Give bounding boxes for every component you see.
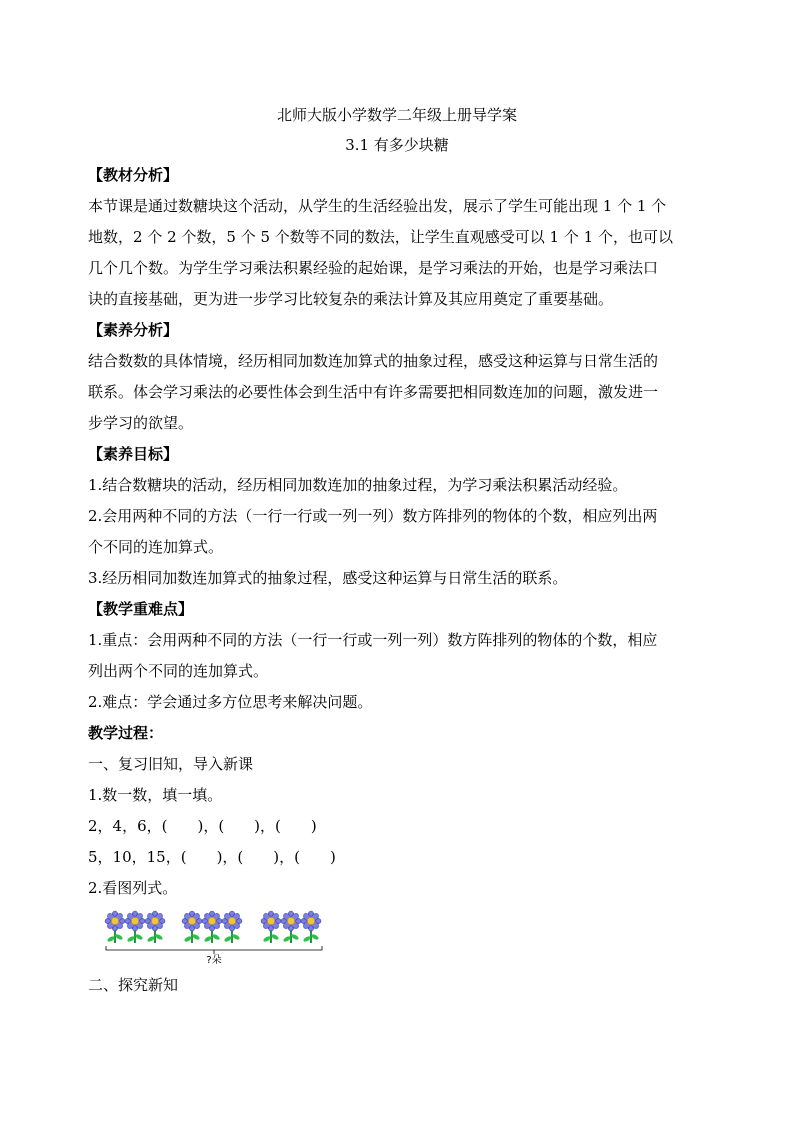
flower-icon [182, 911, 202, 943]
goal-item: 个不同的连加算式。 [88, 538, 224, 556]
flower-icon [261, 911, 281, 943]
section-heading-key-points: 【教学重难点】 [88, 600, 194, 618]
goal-item: 2.会用两种不同的方法（一行一行或一列一列）数方阵排列的物体的个数，相应列出两 [88, 507, 658, 525]
process-part-2: 二、探究新知 [88, 976, 179, 994]
section-heading-textbook-analysis: 【教材分析】 [88, 166, 179, 184]
lesson-title: 3.1 有多少块糖 [345, 136, 449, 154]
process-part-1: 一、复习旧知，导入新课 [88, 755, 254, 773]
paragraph-line: 地数，2 个 2 个数，5 个 5 个数等不同的数法，让学生直观感受可以 1 个 1 个，也可以 [88, 228, 673, 246]
flower-icon [281, 911, 301, 943]
flower-icon [301, 911, 321, 943]
flower-icon [105, 911, 125, 943]
section-heading-literacy-goals: 【素养目标】 [88, 445, 179, 463]
paragraph-line: 步学习的欲望。 [88, 414, 194, 432]
section-heading-literacy-analysis: 【素养分析】 [88, 321, 179, 339]
flower-icon [125, 911, 145, 943]
paragraph-line: 本节课是通过数糖块这个活动，从学生的生活经验出发，展示了学生可能出现 1 个 1 个 [88, 197, 667, 215]
total-brace [106, 946, 322, 954]
goal-item: 3.经历相同加数连加算式的抽象过程，感受这种运算与日常生活的联系。 [88, 569, 568, 587]
paragraph-line: 几个几个数。为学生学习乘法积累经验的起始课，是学习乘法的开始，也是学习乘法口 [88, 259, 659, 277]
paragraph-line: 诀的直接基础，更为进一步学习比较复杂的乘法计算及其应用奠定了重要基础。 [88, 290, 614, 308]
total-question-label: ?朵 [206, 955, 222, 966]
flower-icon [145, 911, 165, 943]
key-point-item: 1.重点：会用两种不同的方法（一行一行或一列一列）数方阵排列的物体的个数，相应 [88, 631, 658, 649]
exercise-2-prompt: 2.看图列式。 [88, 879, 178, 897]
document-title: 北师大版小学数学二年级上册导学案 [276, 106, 517, 124]
paragraph-line: 联系。体会学习乘法的必要性体会到生活中有许多需要把相同数连加的问题，激发进一 [88, 383, 659, 401]
key-point-item: 2.难点：学会通过多方位思考来解决问题。 [88, 693, 373, 711]
flowers-figure [104, 908, 334, 970]
flowers-illustration [104, 908, 334, 970]
section-heading-process: 教学过程： [88, 724, 164, 742]
number-sequence-1: 2，4，6，( )，( )，( ) [88, 817, 317, 835]
exercise-1-prompt: 1.数一数，填一填。 [88, 786, 223, 804]
goal-item: 1.结合数糖块的活动，经历相同加数连加的抽象过程，为学习乘法积累活动经验。 [88, 476, 628, 494]
flower-icon [202, 911, 222, 943]
paragraph-line: 结合数数的具体情境，经历相同加数连加算式的抽象过程，感受这种运算与日常生活的 [88, 352, 659, 370]
flower-icon [222, 911, 242, 943]
number-sequence-2: 5，10，15，( )，( )，( ) [88, 848, 336, 866]
key-point-item: 列出两个不同的连加算式。 [88, 662, 269, 680]
